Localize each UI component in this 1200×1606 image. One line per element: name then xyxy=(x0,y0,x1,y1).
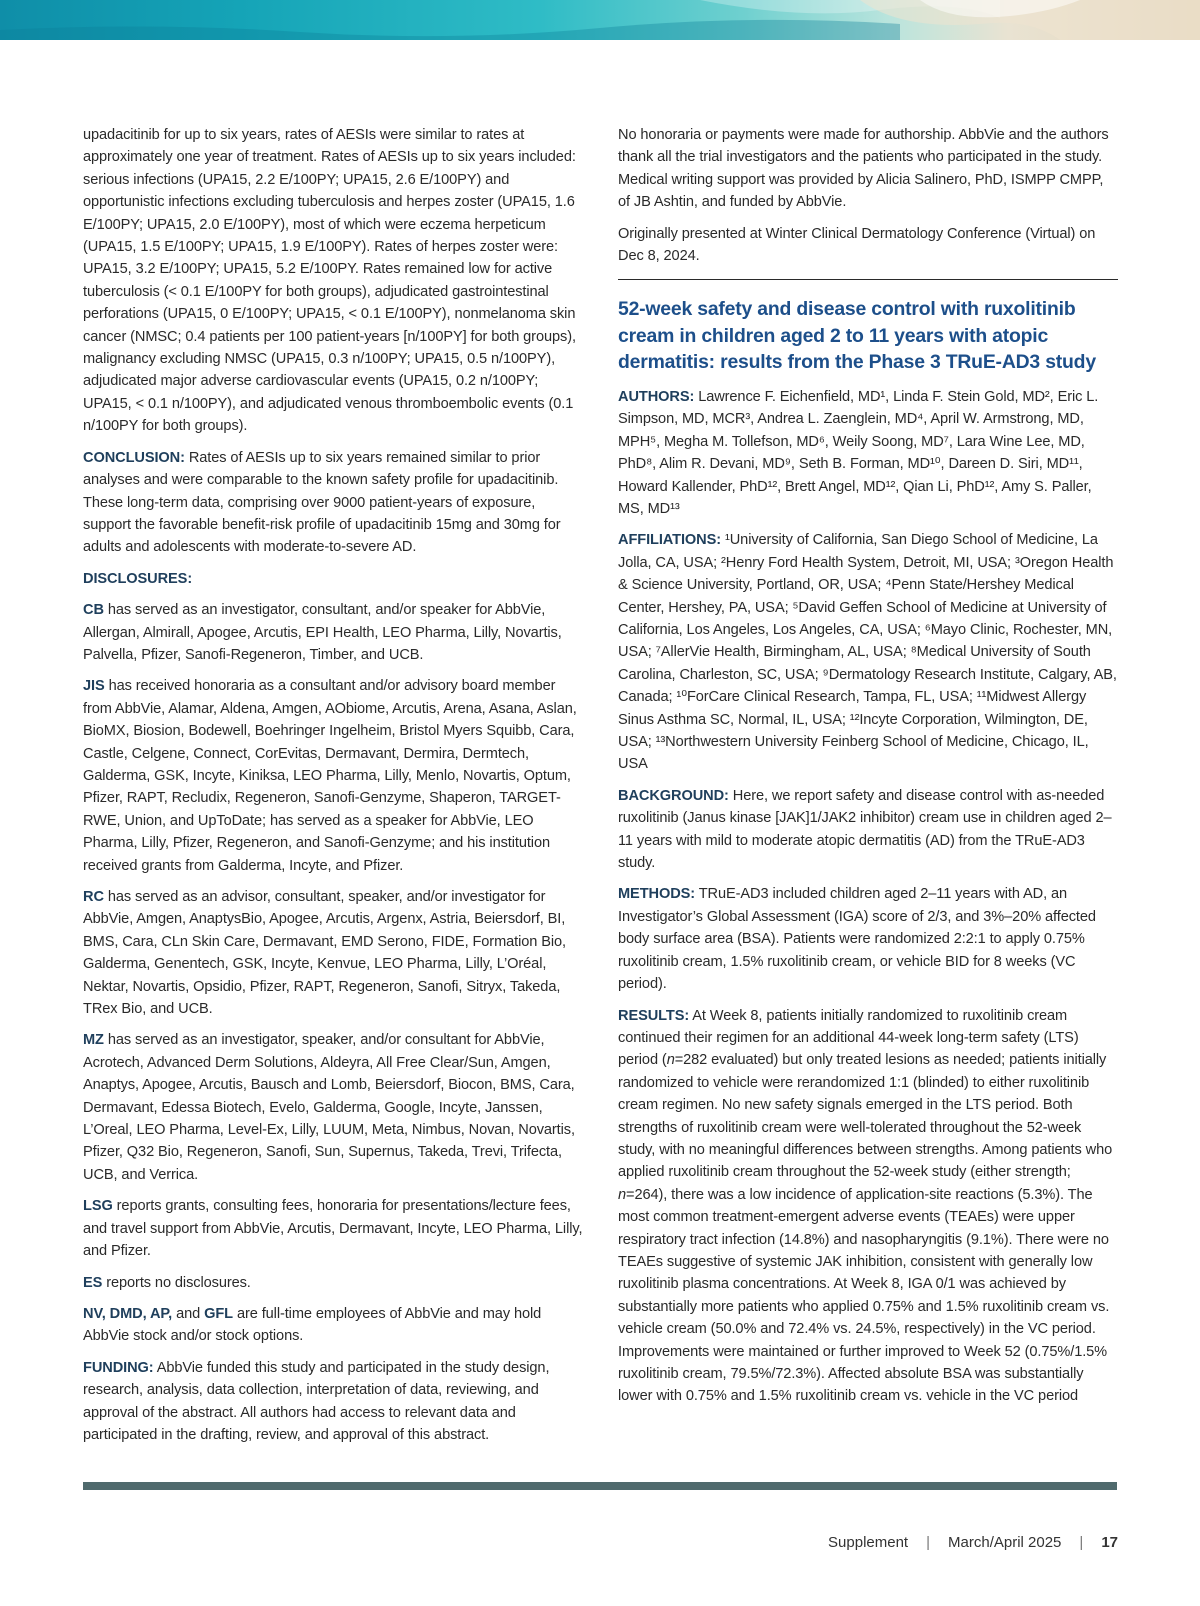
left-column xyxy=(83,124,583,1455)
results-n-symbol: n xyxy=(618,1186,627,1203)
disclosure-item xyxy=(83,1272,583,1294)
section-divider xyxy=(618,279,1118,280)
footer-separator: | xyxy=(1079,1534,1084,1551)
disclosures-label: DISCLOSURES: xyxy=(83,570,193,587)
disclosure-text: are full-time employees of AbbVie and may hold AbbVie stock and/or stock options. xyxy=(83,1305,542,1345)
disclosure-initials: ES xyxy=(83,1274,103,1291)
results-text: =282 evaluated) but only treated lesions as needed; patients initially randomized to vehicle were rerandomized 1:1 (blinded) to either ruxolitinib cream regimen. No new safety signals emerged in the LTS period. Both strengths of ruxolitinib cream were well-tolerated throughout the 52-week study, with no meaningful differences between strengths. Among patients who applied ruxolitinib cream throughout the 52-week study (either strength; xyxy=(618,1052,1113,1181)
disclosure-item xyxy=(83,886,583,1020)
results-n-symbol: n xyxy=(666,1052,675,1069)
methods-paragraph xyxy=(618,883,1118,995)
header-banner-image xyxy=(0,0,1200,40)
wave-decoration xyxy=(0,0,1200,40)
affiliations-paragraph xyxy=(618,529,1118,775)
footer-separator: | xyxy=(926,1534,931,1551)
methods-text: TRuE-AD3 included children aged 2–11 years with AD, an Investigator’s Global Assessment (IGA) score of 2/3, and 3%–20% affected body surface area (BSA). Patients were randomized 2:2:1 to apply 0.75% ruxolitinib cream, 1.5% ruxolitinib cream, or vehicle BID for 8 weeks (VC period). xyxy=(618,886,1096,993)
disclosure-text: has served as an advisor, consultant, speaker, and/or investigator for AbbVie, Amgen, AnaptysBio, Apogee, Arcutis, Argenx, Astria, Beiersdorf, BI, BMS, Cara, CLn Skin Care, Dermavant, EMD Serono, FIDE, Formation Bio, Galderma, Genentech, GSK, Incyte, Kenvue, LEO Pharma, Lilly, L’Oréal, Nektar, Novartis, Opsidio, Pfizer, RAPT, Regeneron, Sanofi, Sitryx, Takeda, TRex Bio, and UCB. xyxy=(83,889,566,1018)
acknowledgement-paragraph: No honoraria or payments were made for authorship. AbbVie and the authors thank all the trial investigators and the patients who participated in the study. Medical writing support was provided by Alicia Salinero, PhD, ISMPP CMPP, of JB Ashtin, and funded by AbbVie. xyxy=(618,127,1109,211)
disclosure-initials: NV, DMD, AP, xyxy=(83,1305,173,1322)
methods-label: METHODS: xyxy=(618,886,696,903)
disclosure-joiner: and xyxy=(176,1305,201,1322)
disclosure-item xyxy=(83,1195,583,1262)
disclosure-initials: GFL xyxy=(204,1305,233,1322)
abstract-title: 52-week safety and disease control with ruxolitinib cream in children aged 2 to 11 years with atopic dermatitis: results from the Phase 3 TRuE-AD3 study xyxy=(618,298,1096,374)
background-paragraph xyxy=(618,785,1118,875)
funding-paragraph xyxy=(83,1357,583,1447)
disclosure-item xyxy=(83,1029,583,1186)
disclosure-text: reports no disclosures. xyxy=(106,1274,251,1291)
conclusion-label: CONCLUSION: xyxy=(83,449,185,466)
disclosure-text: has received honoraria as a consultant and/or advisory board member from AbbVie, Alamar, Aldena, Amgen, AObiome, Arcutis, Arena, Asana, Aslan, BioMX, Biosion, Bodewell, Boehringer Ingelheim, Bristol Myers Squibb, Cara, Castle, Celgene, Connect, CorEvitas, Dermavant, Dermira, Dermtech, Galderma, GSK, Incyte, Kiniksa, LEO Pharma, Lilly, Menlo, Novartis, Optum, Pfizer, RAPT, Recludix, Regeneron, Sanofi-Genzyme, Shaperon, TARGET-RWE, Union, and UpToDate; has served as a speaker for AbbVie, LEO Pharma, Lilly, Pfizer, Regeneron, and Sanofi-Genzyme; and his institution received grants from Galderma, Incyte, and Pfizer. xyxy=(83,678,577,874)
background-text: Here, we report safety and disease control with as-needed ruxolitinib (Janus kinase [JAK]1/JAK2 inhibitor) cream use in children aged 2–11 years with mild to moderate atopic dermatitis (AD) from the TRuE-AD3 study. xyxy=(618,787,1112,872)
results-paragraph xyxy=(618,1005,1118,1408)
disclosure-initials: CB xyxy=(83,602,104,619)
disclosure-initials: RC xyxy=(83,889,104,905)
disclosure-text: has served as an investigator, consultant, and/or speaker for AbbVie, Allergan, Almirall, Apogee, Arcutis, EPI Health, LEO Pharma, Lilly, Novartis, Palvella, Pfizer, Sanofi-Regeneron, Timber, and UCB. xyxy=(83,602,562,663)
page-number: 17 xyxy=(1101,1534,1118,1551)
authors-text: Lawrence F. Eichenfield, MD¹, Linda F. Stein Gold, MD², Eric L. Simpson, MD, MCR³, Andrea L. Zaenglein, MD⁴, April W. Armstrong, MD, MPH⁵, Megha M. Tollefson, MD⁶, Weily Soong, MD⁷, Lara Wine Lee, MD, PhD⁸, Alim R. Devani, MD⁹, Seth B. Forman, MD¹⁰, Dareen D. Siri, MD¹¹, Howard Kallender, PhD¹², Brett Angel, MD¹², Qian Li, PhD¹², Amy S. Paller, MS, MD¹³ xyxy=(618,388,1099,517)
affiliations-text: ¹University of California, San Diego School of Medicine, La Jolla, CA, USA; ²Henry Ford Health System, Detroit, MI, USA; ³Oregon Health & Science University, Portland, OR, USA; ⁴Penn State/Hershey Medical Center, Hershey, PA, USA; ⁵David Geffen School of Medicine at University of California, Los Angeles, Los Angeles, CA, USA; ⁶Mayo Clinic, Rochester, MN, USA; ⁷AllerVie Health, Birmingham, AL, USA; ⁸Medical University of South Carolina, Charleston, SC, USA; ⁹Dermatology Research Institute, Calgary, AB, Canada; ¹⁰ForCare Clinical Research, Tampa, FL, USA; ¹¹Midwest Allergy Sinus Asthma SC, Normal, IL, USA; ¹²Incyte Corporation, Wilmington, DE, USA; ¹³Northwestern University Feinberg School of Medicine, Chicago, IL, USA xyxy=(618,532,1117,773)
disclosure-text: reports grants, consulting fees, honoraria for presentations/lecture fees, and travel support from AbbVie, Arcutis, Dermavant, Incyte, LEO Pharma, Lilly, and Pfizer. xyxy=(83,1198,583,1260)
disclosure-text: has served as an investigator, speaker, and/or consultant for AbbVie, Acrotech, Advanced Derm Solutions, Aldeyra, All Free Clear/Sun, Amgen, Anaptys, Apogee, Arcutis, Bausch and Lomb, Beiersdorf, Biocon, BMS, Cara, Dermavant, Edessa Biotech, Evelo, Galderma, Google, Incyte, Janssen, L’Oreal, LEO Pharma, Level-Ex, Lilly, LUUM, Meta, Nimbus, Novan, Novartis, Pfizer, Q32 Bio, Regeneron, Sanofi, Sun, Supernus, Takeda, Trevi, Trifecta, UCB, and Verrica. xyxy=(83,1032,575,1183)
right-column xyxy=(618,124,1118,1417)
conclusion-text: Rates of AESIs up to six years remained similar to prior analyses and were comparable to the known safety profile for upadacitinib. These long-term data, comprising over 9000 patient-years of exposure, support the favorable benefit-risk profile of upadacitinib 15mg and 30mg for adults and adolescents with moderate-to-severe AD. xyxy=(83,449,561,556)
page-footer xyxy=(828,1534,1118,1551)
results-continued-paragraph: upadacitinib for up to six years, rates of AESIs were similar to rates at approximately one year of treatment. Rates of AESIs up to six years included: serious infections (UPA15, 2.2 E/100PY; UPA15, 2.6 E/100PY) and opportunistic infections excluding tuberculosis and herpes zoster (UPA15, 1.6 E/100PY; UPA15, 2.0 E/100PY), most of which were eczema herpeticum (UPA15, 1.5 E/100PY; UPA15, 1.9 E/100PY). Rates of herpes zoster were: UPA15, 3.2 E/100PY; UPA15, 5.2 E/100PY. Rates remained low for active tuberculosis (< 0.1 E/100PY for both groups), adjudicated gastrointestinal perforations (UPA15, 0 E/100PY; UPA15, < 0.1 E/100PY), nonmelanoma skin cancer (NMSC; 0.4 patients per 100 patient-years [n/100PY] for both groups), malignancy excluding NMSC (UPA15, 0.3 n/100PY; UPA15, 0.5 n/100PY), adjudicated major adverse cardiovascular events (UPA15, 0.2 n/100PY; UPA15, < 0.1 n/100PY), and adjudicated venous thromboembolic events (0.1 n/100PY for both groups). xyxy=(83,127,576,435)
footer-rule xyxy=(83,1482,1117,1490)
disclosure-item xyxy=(83,1303,583,1348)
background-label: BACKGROUND: xyxy=(618,787,729,804)
disclosure-initials: JIS xyxy=(83,678,105,695)
issue-date: March/April 2025 xyxy=(948,1534,1062,1551)
publication-name: Supplement xyxy=(828,1534,909,1551)
results-label: RESULTS: xyxy=(618,1007,690,1024)
disclosure-initials: LSG xyxy=(83,1198,113,1215)
presented-paragraph: Originally presented at Winter Clinical Dermatology Conference (Virtual) on Dec 8, 2024. xyxy=(618,225,1096,265)
disclosure-item xyxy=(83,599,583,666)
conclusion-paragraph xyxy=(83,447,583,559)
disclosure-initials: MZ xyxy=(83,1032,104,1049)
funding-label: FUNDING: xyxy=(83,1359,154,1376)
results-text: At Week 8, patients initially randomized to ruxolitinib cream continued their regimen for an additional 44-week long-term safety (LTS) period ( xyxy=(618,1007,1079,1069)
results-text: =264), there was a low incidence of application-site reactions (5.3%). The most common treatment-emergent adverse events (TEAEs) were upper respiratory tract infection (14.8%) and nasopharyngitis (9.1%). There were no TEAEs suggestive of systemic JAK inhibition, consistent with generally low ruxolitinib plasma concentrations. At Week 8, IGA 0/1 was achieved by substantially more patients who applied 0.75% and 1.5% ruxolitinib cream vs. vehicle cream (50.0% and 72.4% vs. 24.5%, respectively) in the VC period. Improvements were maintained or further improved to Week 52 (0.75%/1.5% ruxolitinib cream, 79.5%/72.3%). Affected absolute BSA was substantially lower with 0.75% and 1.5% ruxolitinib cream vs. vehicle in the VC period xyxy=(618,1186,1110,1405)
affiliations-label: AFFILIATIONS: xyxy=(618,532,722,549)
funding-text: AbbVie funded this study and participated in the study design, research, analysis, data collection, interpretation of data, reviewing, and approval of the abstract. All authors had access to relevant data and participated in the drafting, review, and approval of this abstract. xyxy=(83,1359,550,1443)
authors-paragraph xyxy=(618,386,1118,520)
authors-label: AUTHORS: xyxy=(618,388,695,405)
disclosure-item xyxy=(83,675,583,877)
